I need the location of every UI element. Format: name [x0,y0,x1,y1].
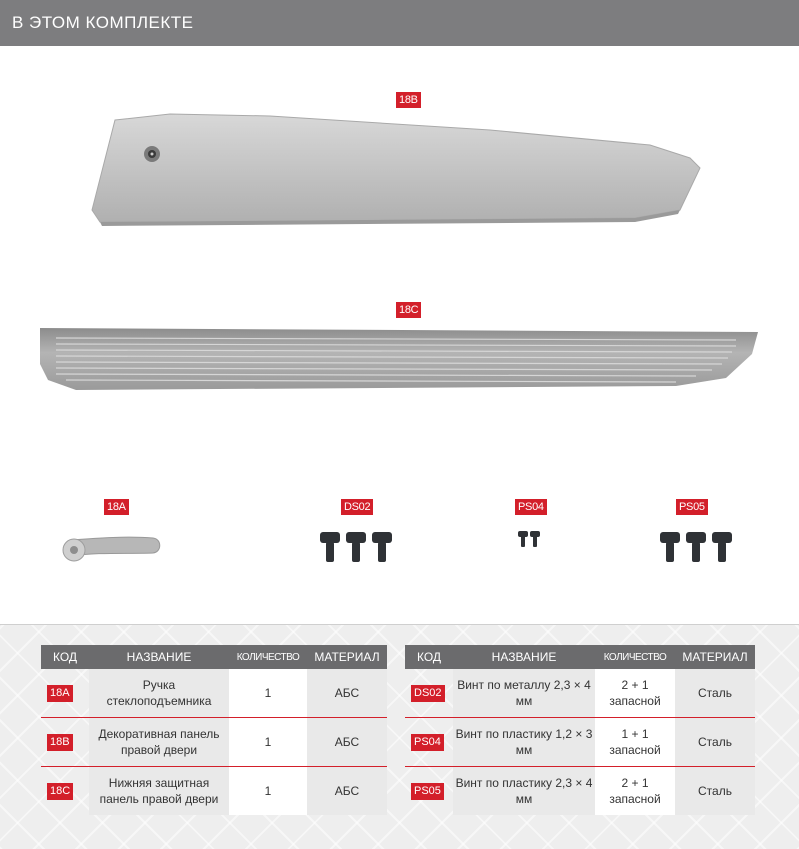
table-row [41,669,387,718]
part-name: Нижняя защитная панель правой двери [89,767,229,816]
part-material: АБС [307,767,387,816]
table-row [405,767,755,816]
section-header [0,0,799,46]
part-qty: 1 + 1 запасной [595,718,675,767]
screws-ps04-image [517,530,545,550]
column-header-material: МАТЕРИАЛ [675,645,755,669]
part-name: Винт по металлу 2,3 × 4 мм [453,669,595,718]
part-qty: 1 [229,767,307,816]
tag-ps05: PS05 [676,499,708,515]
column-header-material: МАТЕРИАЛ [307,645,387,669]
door-panel-18b-image [90,110,720,240]
tag-18c: 18C [396,302,421,318]
code-badge: 18B [47,734,73,751]
part-material: Сталь [675,767,755,816]
table-header-row [41,645,387,669]
column-header-name: НАЗВАНИЕ [89,645,229,669]
parts-table-section [0,624,799,849]
code-badge: PS04 [411,734,444,751]
part-qty: 1 [229,718,307,767]
code-badge: PS05 [411,783,444,800]
parts-table-left [41,645,387,815]
part-material: Сталь [675,718,755,767]
column-header-name: НАЗВАНИЕ [453,645,595,669]
part-name: Винт по пластику 2,3 × 4 мм [453,767,595,816]
screws-ds02-image [318,530,394,566]
part-qty: 2 + 1 запасной [595,767,675,816]
lower-panel-18c-image [36,324,762,396]
column-header-qty: КОЛИЧЕСТВО [229,645,307,669]
screws-ps05-image [658,530,734,566]
parts-table-right [405,645,755,815]
section-title: В ЭТОМ КОМПЛЕКТЕ [12,13,194,32]
table-row [405,669,755,718]
part-qty: 1 [229,669,307,718]
tag-18b: 18B [396,92,421,108]
code-badge: DS02 [411,685,445,702]
table-row [405,718,755,767]
column-header-qty: КОЛИЧЕСТВО [595,645,675,669]
parts-photo-area [0,46,799,624]
tag-ds02: DS02 [341,499,373,515]
part-qty: 2 + 1 запасной [595,669,675,718]
tag-ps04: PS04 [515,499,547,515]
part-name: Ручка стеклоподъемника [89,669,229,718]
code-badge: 18A [47,685,73,702]
part-name: Декоративная панель правой двери [89,718,229,767]
window-handle-18a-image [58,530,168,570]
column-header-code: КОД [41,645,89,669]
code-badge: 18C [47,783,73,800]
part-material: Сталь [675,669,755,718]
table-header-row [405,645,755,669]
table-row [41,718,387,767]
column-header-code: КОД [405,645,453,669]
part-material: АБС [307,718,387,767]
part-material: АБС [307,669,387,718]
part-name: Винт по пластику 1,2 × 3 мм [453,718,595,767]
table-row [41,767,387,816]
tag-18a: 18A [104,499,129,515]
